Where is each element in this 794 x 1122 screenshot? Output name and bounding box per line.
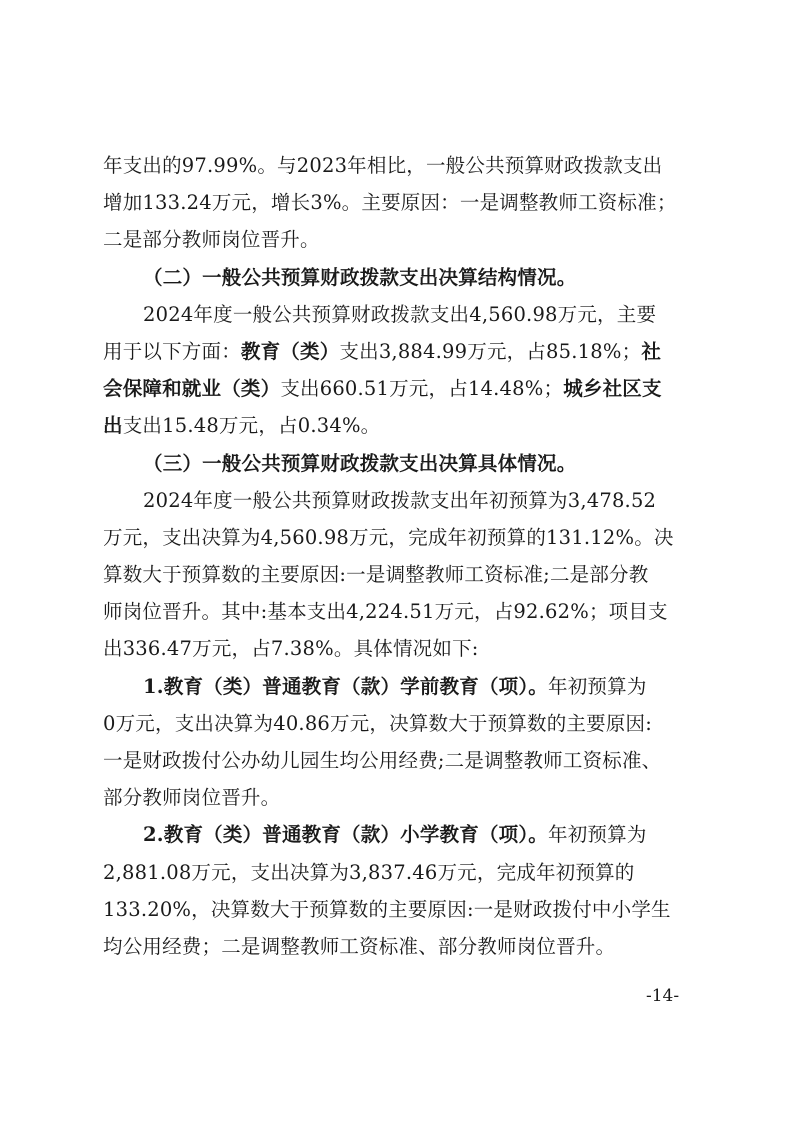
text-run: 用于以下方面： (103, 339, 241, 363)
category-label: 城乡社区支 (563, 377, 662, 401)
document-body (103, 147, 697, 965)
text-line: 均公用经费；二是调整教师工资标准、部分教师岗位晋升。 (103, 934, 616, 958)
text-run: 支出15.48万元，占0.34%。 (122, 414, 381, 438)
text-run: 年初预算为 (548, 674, 647, 698)
category-label: 教育（类） (240, 339, 340, 363)
text-line (103, 370, 697, 407)
text-line: 年支出的97.99%。与2023年相比，一般公共预算财政拨款支出 (103, 154, 663, 177)
text-line: 二是部分教师岗位晋升。 (103, 228, 320, 252)
text-line: 部分教师岗位晋升。 (103, 786, 281, 810)
text-line: 算数大于预算数的主要原因:一是调整教师工资标准;二是部分教 (103, 563, 649, 587)
category-label: 社 (641, 339, 662, 363)
text-line: 出336.47万元，占7.38%。具体情况如下: (103, 637, 479, 661)
text-line (103, 333, 697, 370)
text-line (103, 816, 697, 853)
text-line: 万元，支出决算为4,560.98万元，完成年初预算的131.12%。决 (103, 525, 674, 549)
section-heading: （二）一般公共预算财政拨款支出决算结构情况。 (143, 265, 577, 289)
text-line: 一是财政拨付公办幼儿园生均公用经费;二是调整教师工资标准、 (103, 749, 662, 772)
text-line: 2024年度一般公共预算财政拨款支出4,560.98万元，主要 (143, 302, 657, 326)
item-title: 2.教育（类）普通教育（款）小学教育（项）。 (143, 823, 549, 847)
text-line: 增加133.24万元，增长3%。主要原因：一是调整教师工资标准； (103, 191, 677, 215)
text-line (103, 407, 697, 444)
text-line: 2024年度一般公共预算财政拨款支出年初预算为3,478.52 (143, 488, 657, 512)
text-line: 133.20%，决算数大于预算数的主要原因:一是财政拨付中小学生 (103, 897, 671, 921)
text-line: 0万元，支出决算为40.86万元，决算数大于预算数的主要原因: (103, 711, 653, 735)
text-run: 年初预算为 (548, 823, 647, 847)
text-line: 2,881.08万元，支出决算为3,837.46万元，完成年初预算的 (103, 860, 635, 884)
section-heading: （三）一般公共预算财政拨款支出决算具体情况。 (143, 451, 577, 475)
text-line (103, 668, 697, 705)
text-run: 支出660.51万元，占14.48%； (280, 377, 564, 401)
category-label: 出 (103, 414, 123, 438)
page-number: -14- (646, 986, 680, 1006)
text-run: 支出3,884.99万元，占85.18%； (339, 339, 642, 363)
item-title: 1.教育（类）普通教育（款）学前教育（项）。 (143, 674, 549, 698)
category-label: 会保障和就业（类） (103, 377, 281, 401)
text-line: 师岗位晋升。其中:基本支出4,224.51万元，占92.62%；项目支 (103, 600, 668, 624)
